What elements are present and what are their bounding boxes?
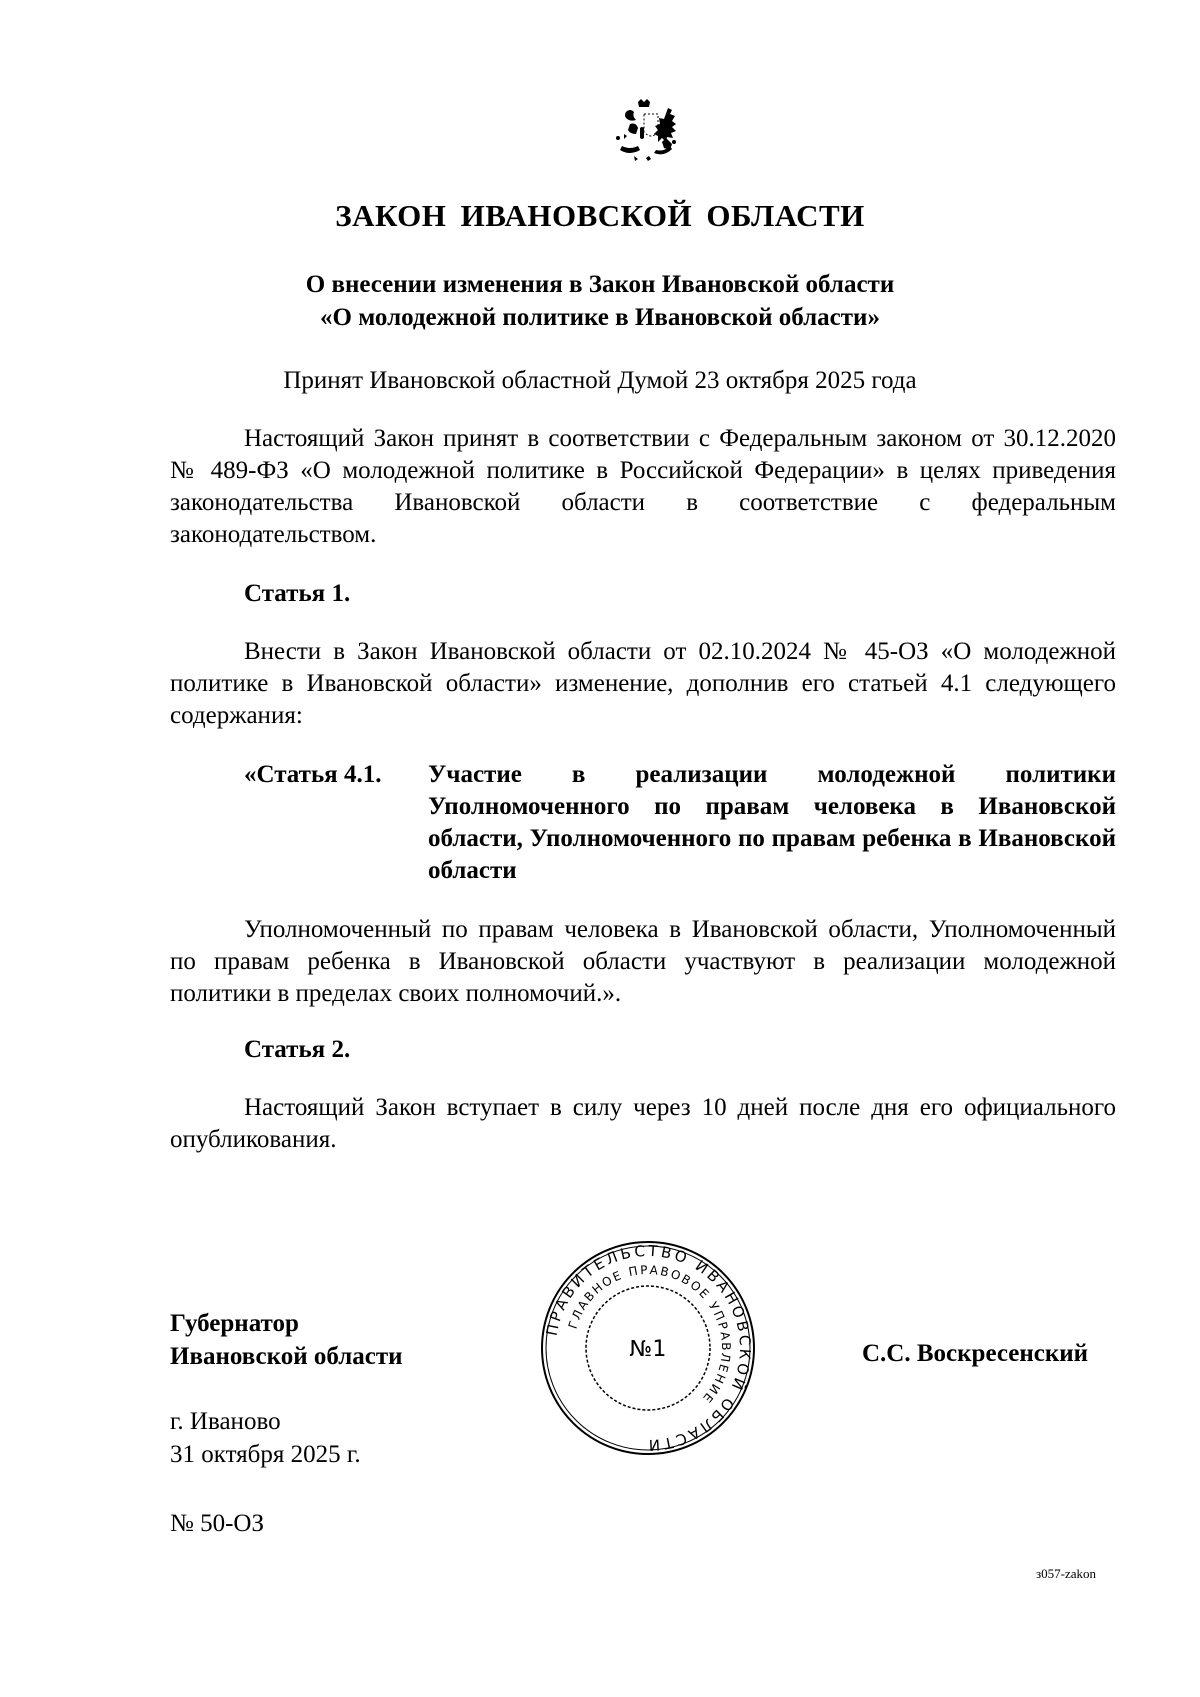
city: г. Иваново — [170, 1408, 281, 1435]
law-number: № 50-ОЗ — [170, 1510, 265, 1537]
document-title: ЗАКОН ИВАНОВСКОЙ ОБЛАСТИ — [335, 198, 865, 233]
signatory-name: С.С. Воскресенский — [862, 1340, 1089, 1367]
signing-date: 31 октября 2025 г. — [170, 1441, 361, 1468]
signatory-role-line-1: Губернатор — [170, 1310, 299, 1337]
signatory-role-line-2: Ивановской области — [170, 1343, 403, 1370]
stamp-inner-text: ГЛАВНОЕ ПРАВОВОЕ УПРАВЛЕНИЕ — [565, 1262, 734, 1407]
new-article-4-1-text: Уполномоченный по правам человека в Ивановской области, Уполномоченный по правам ребенка в Ивановской области участвуют в реализации молодежной политики в пределах своих полномочий.». — [170, 916, 1116, 1007]
document-subtitle — [0, 268, 1200, 334]
adoption-note: Принят Ивановской областной Думой 23 октября 2025 года — [283, 367, 917, 394]
official-seal-icon — [538, 1238, 758, 1458]
article-1-heading: Статья 1. — [244, 580, 351, 607]
subtitle-line-2: «О молодежной политике в Ивановской области» — [320, 304, 880, 331]
place-and-date — [170, 1405, 361, 1471]
article-2-heading: Статья 2. — [244, 1036, 351, 1063]
coat-of-arms-icon — [600, 98, 696, 178]
new-article-title: Участие в реализации молодежной политики Уполномоченного по правам человека в Ивановской области, Уполномоченного по правам ребенка в Ивановской области — [428, 761, 1116, 884]
document-reference: з057-zakon — [1036, 1566, 1097, 1581]
subtitle-line-1: О внесении изменения в Закон Ивановской области — [305, 271, 895, 298]
preamble-paragraph: Настоящий Закон принят в соответствии с Федеральным законом от 30.12.2020 № 489-ФЗ «О молодежной политике в Российской Федерации» в целях приведения законодательства Ивановской области в соответствие с федеральным законодательством. — [170, 425, 1116, 548]
article-2-text: Настоящий Закон вступает в силу через 10 дней после дня его официального опубликования. — [170, 1094, 1116, 1153]
article-1-text: Внести в Закон Ивановской области от 02.10.2024 № 45-ОЗ «О молодежной политике в Ивановской области» изменение, дополнив его статьей 4.1 следующего содержания: — [170, 638, 1116, 729]
stamp-number: №1 — [629, 1337, 667, 1362]
new-article-label: «Статья 4.1. — [244, 761, 382, 788]
signatory-role — [170, 1307, 403, 1373]
stamp-outer-text: ПРАВИТЕЛЬСТВО ИВАНОВСКОЙ ОБЛАСТИ — [542, 1241, 755, 1455]
